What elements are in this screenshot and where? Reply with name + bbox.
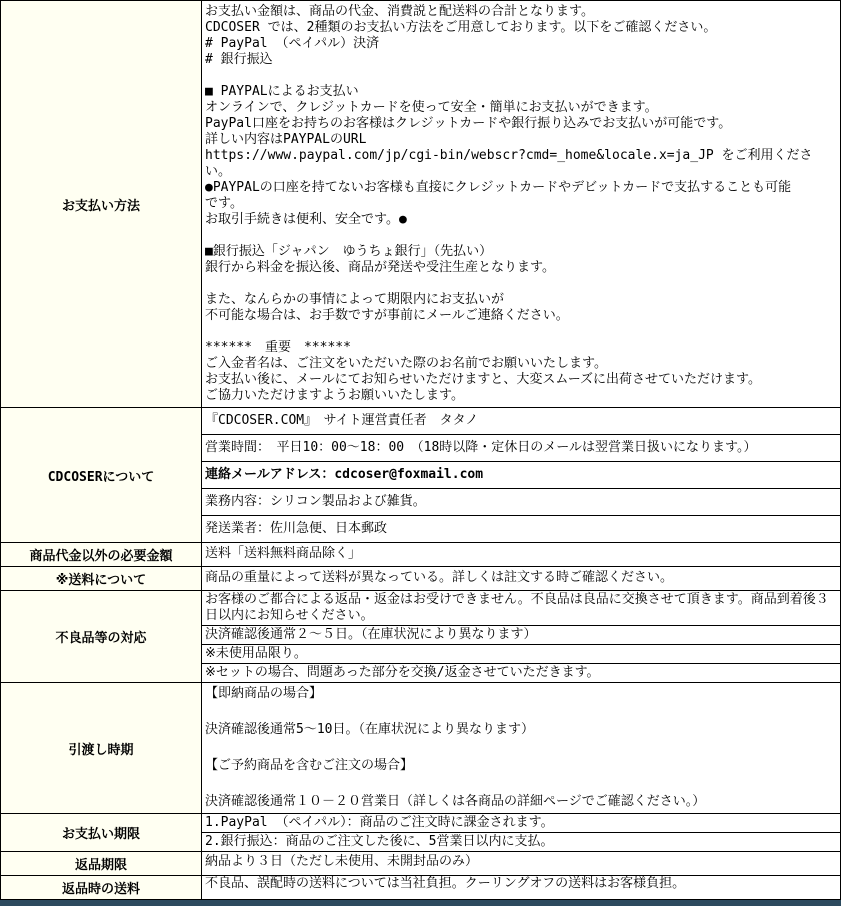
text-line: 発送業者：佐川急便、日本郵政: [205, 521, 388, 536]
text-line: 『CDCOSER.COM』 サイト運営責任者 タタノ: [205, 413, 479, 428]
text-line: PayPal口座をお持ちのお客様はクレジットカードや銀行振り込みでお支払いが可能です。: [205, 116, 732, 131]
text-line: 業務内容：シリコン製品および雑貨。: [205, 494, 426, 509]
text-line: また、なんらかの事情によって期限内にお支払いが: [205, 292, 505, 307]
content-cell: [202, 814, 840, 832]
text-line: お客様のご都合による返品・返金はお受けできません。不良品は良品に交換させて頂きます。商品到着後３日以内にお知らせください。: [205, 592, 829, 623]
text-line: お支払い後に、メールにてお知らせいただけますと、大変スムーズに出荷させていただけます。: [205, 372, 762, 387]
row-content: [201, 852, 840, 875]
row-content: [201, 591, 840, 682]
content-cell: [202, 625, 840, 644]
row-label: CDCOSERについて: [1, 408, 201, 542]
table-row: [1, 814, 840, 852]
content-cell: [202, 1, 840, 407]
row-label: お支払い期限: [1, 814, 201, 851]
text-line: 営業時間： 平日10：00～18：00 （18時以降・定休日のメールは翌営業日扱いになります。）: [205, 440, 757, 455]
text-line: ■銀行振込「ジャパン ゆうちょ銀行」（先払い）: [205, 244, 493, 259]
row-content: [201, 408, 840, 542]
text-line: [205, 324, 837, 340]
text-line: 連絡メールアドレス：cdcoser@foxmail.com: [205, 467, 484, 482]
text-line: [205, 703, 837, 721]
content-cell: [202, 567, 840, 590]
row-label: 返品期限: [1, 852, 201, 875]
text-line: [205, 68, 837, 84]
content-cell: [202, 408, 840, 434]
text-line: ※セットの場合、問題あった部分を交換/返金させていただきます。: [205, 665, 600, 680]
text-line: 【即納商品の場合】: [205, 686, 323, 701]
text-line: ※未使用品限り。: [205, 646, 307, 661]
content-cell: [202, 876, 840, 899]
row-label: 返品時の送料: [1, 876, 201, 899]
table-row: [1, 567, 840, 591]
row-content: [201, 683, 840, 813]
content-cell: [202, 591, 840, 625]
content-cell: [202, 488, 840, 515]
content-cell: [202, 683, 840, 813]
text-line: オンラインで、クレジットカードを使って安全・簡単にお支払いができます。: [205, 100, 658, 115]
text-line: ご協力いただけますようお願いいたします。: [205, 388, 464, 403]
text-line: 【ご予約商品を含むご注文の場合】: [205, 758, 414, 773]
text-line: # PayPal （ペイパル）決済: [205, 36, 380, 51]
table-row: [1, 543, 840, 567]
text-line: 1.PayPal （ペイパル）：商品のご注文時に課金されます。: [205, 815, 554, 830]
text-line: 銀行から料金を振込後、商品が発送や受注生産となります。: [205, 260, 555, 275]
text-line: 決済確認後通常5～10日。（在庫状況により異なります）: [205, 722, 534, 737]
text-line: ●PAYPALの口座を持てないお客様も直接にクレジットカードやデビットカードで支払することも可能: [205, 180, 792, 195]
text-line: ****** 重要 ******: [205, 340, 351, 355]
text-line: [205, 775, 837, 793]
text-line: 送料「送料無料商品除く」: [205, 546, 362, 561]
content-cell: [202, 644, 840, 663]
text-line: [205, 739, 837, 757]
text-line: [205, 228, 837, 244]
row-label: 商品代金以外の必要金額: [1, 543, 201, 566]
table-row: [1, 1, 840, 408]
text-line: 納品より３日（ただし未使用、未開封品のみ）: [205, 854, 479, 869]
content-cell: [202, 461, 840, 488]
text-line: 商品の重量によって送料が異なっている。詳しくは註文する時ご確認ください。: [205, 570, 674, 585]
content-cell: [202, 543, 840, 566]
row-label: ※送料について: [1, 567, 201, 590]
row-content: [201, 567, 840, 590]
content-cell: [202, 515, 840, 542]
text-line: 決済確認後通常２～５日。（在庫状況により異なります）: [205, 627, 537, 642]
row-label: 不良品等の対応: [1, 591, 201, 682]
text-line: お支払い金額は、商品の代金、消費説と配送料の合計となります。: [205, 4, 594, 19]
text-line: お取引手続きは便利、安全です。●: [205, 212, 407, 227]
text-line: [205, 276, 837, 292]
content-cell: [202, 832, 840, 851]
text-line: 詳しい内容はPAYPALのURL: [205, 132, 367, 147]
row-label: お支払い方法: [1, 1, 201, 407]
row-label: 引渡し時期: [1, 683, 201, 813]
table-row: [1, 683, 840, 814]
text-line: # 銀行振込: [205, 52, 273, 67]
text-line: https://www.paypal.com/jp/cgi-bin/webscr?cmd=_home&locale.x=ja_JP をご利用ください。: [205, 148, 813, 179]
row-content: [201, 814, 840, 851]
content-cell: [202, 663, 840, 682]
text-line: ご入金者名は、ご注文をいただいた際のお名前でお願いいたします。: [205, 356, 607, 371]
content-cell: [202, 434, 840, 461]
table-row: [1, 408, 840, 543]
row-content: [201, 876, 840, 899]
text-line: です。: [205, 196, 243, 211]
text-line: CDCOSER では、2種類のお支払い方法をご用意しております。以下をご確認ください。: [205, 20, 717, 35]
text-line: 2.銀行振込：商品のご注文した後に、5営業日以内に支払。: [205, 834, 554, 849]
row-content: [201, 543, 840, 566]
table-row: [1, 591, 840, 683]
text-line: ■ PAYPALによるお支払い: [205, 84, 359, 99]
table-row: [1, 852, 840, 876]
row-content: [201, 1, 840, 407]
text-line: 不可能な場合は、お手数ですが事前にメールご連絡ください。: [205, 308, 569, 323]
text-line: 不良品、誤配時の送料については当社負担。クーリングオフの送料はお客様負担。: [205, 876, 686, 891]
content-cell: [202, 852, 840, 875]
text-line: 決済確認後通常１０－２０営業日（詳しくは各商品の詳細ページでご確認ください。）: [205, 794, 706, 809]
table-row: [1, 876, 840, 900]
footer-bar: [0, 900, 841, 906]
